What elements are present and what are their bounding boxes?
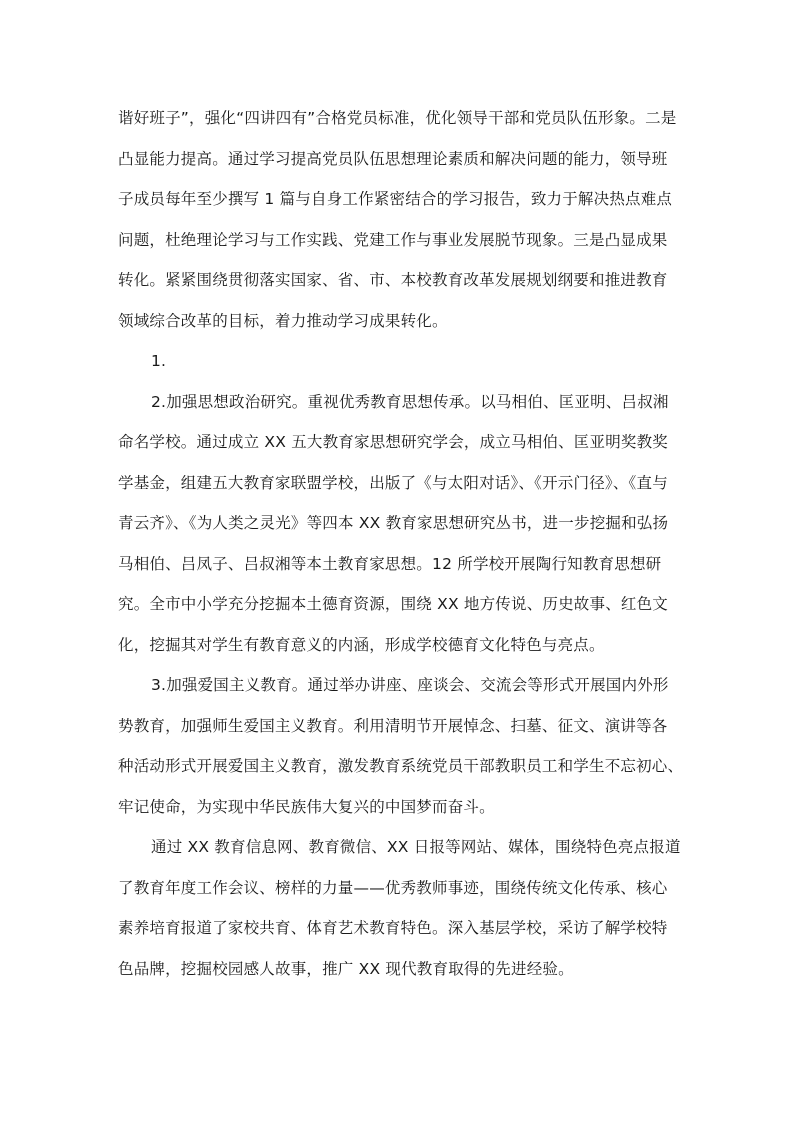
text-line: 势教育，加强师生爱国主义教育。利用清明节开展悼念、扫墓、征文、演讲等各 xyxy=(118,716,668,735)
text-line: 问题，杜绝理论学习与工作实践、党建工作与事业发展脱节现象。三是凸显成果 xyxy=(118,230,668,249)
document-body xyxy=(118,98,684,989)
text-line: 化，挖掘其对学生有教育意义的内涵，形成学校德育文化特色与亮点。 xyxy=(118,635,605,654)
text-line: 子成员每年至少撰写 1 篇与自身工作紧密结合的学习报告，致力于解决热点难点 xyxy=(118,190,673,208)
text-line: 命名学校。通过成立 XX 五大教育家思想研究学会，成立马相伯、匡亚明奖教奖 xyxy=(118,433,668,451)
text-line: 素养培育报道了家校共育、体育艺术教育特色。深入基层学校，采访了解学校特 xyxy=(118,919,668,937)
paragraph-start-line: 通过 XX 教育信息网、教育微信、XX 日报等网站、媒体，围绕特色亮点报道 xyxy=(151,838,681,856)
section-heading-line: 3.加强爱国主义教育。通过举办讲座、座谈会、交流会等形式开展国内外形 xyxy=(151,676,669,694)
text-line: 青云齐》、《为人类之灵光》等四本 XX 教育家思想研究丛书，进一步挖掘和弘扬 xyxy=(118,514,669,532)
text-line: 学基金，组建五大教育家联盟学校，出版了《与太阳对话》、《开示门径》、《直与 xyxy=(118,473,668,492)
text-line: 凸显能力提高。通过学习提高党员队伍思想理论素质和解决问题的能力，领导班 xyxy=(118,149,668,168)
text-line: 谐好班子”，强化“四讲四有”合格党员标准，优化领导干部和党员队伍形象。二是 xyxy=(118,109,677,127)
text-line: 了教育年度工作会议、榜样的力量——优秀教师事迹，围绕传统文化传承、核心 xyxy=(118,878,668,897)
text-line: 究。全市中小学充分挖掘本土德育资源，围绕 XX 地方传说、历史故事、红色文 xyxy=(118,595,668,613)
text-line: 色品牌，挖掘校园感人故事，推广 XX 现代教育取得的先进经验。 xyxy=(118,959,574,978)
text-line: 转化。紧紧围绕贯彻落实国家、省、市、本校教育改革发展规划纲要和推进教育 xyxy=(118,271,668,289)
list-number: 1. xyxy=(151,352,167,370)
section-heading-line: 2.加强思想政治研究。重视优秀教育思想传承。以马相伯、匡亚明、吕叔湘 xyxy=(151,392,669,411)
text-line: 种活动形式开展爱国主义教育，激发教育系统党员干部教职员工和学生不忘初心、 xyxy=(118,757,684,775)
text-line: 马相伯、吕凤子、吕叔湘等本土教育家思想。12 所学校开展陶行知教育思想研 xyxy=(118,554,662,573)
text-line: 领域综合改革的目标，着力推动学习成果转化。 xyxy=(118,311,448,330)
text-line: 牢记使命，为实现中华民族伟大复兴的中国梦而奋斗。 xyxy=(118,797,495,816)
